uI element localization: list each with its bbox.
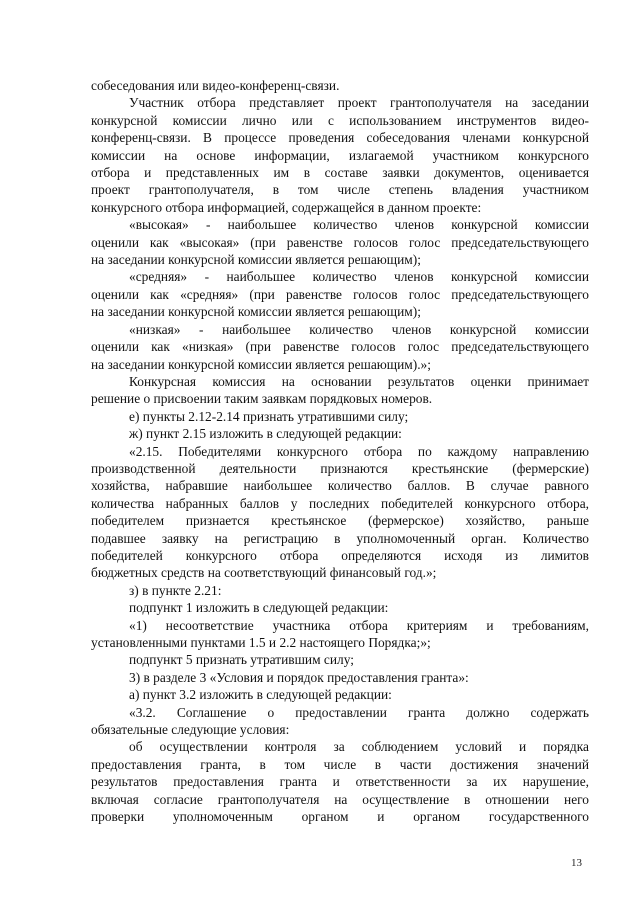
paragraph-grade-high [91,216,589,268]
text-line: «2.15. Победителями конкурсного отбора по каждому направлению [129,443,589,459]
paragraph-subitem-1 [91,599,589,616]
text-line: оценили как «средняя» (при равенстве голосов голос председательствующего [91,286,589,302]
text-line: хозяйства, набравшие наибольшее количество баллов. В случае равного [91,478,589,494]
text-line: «низкая» - наибольшее количество членов конкурсной комиссии [129,321,589,337]
paragraph-subitem-5 [91,651,589,668]
text-line: отбора и представленных им в составе заявки документов, оценивается [91,165,589,181]
paragraph-item-z [91,582,589,599]
text-line: з) в пункте 2.21: [129,582,222,598]
text-line: 3) в разделе 3 «Условия и порядок предоставления гранта»: [129,669,469,685]
text-line: на заседании конкурсной комиссии является решающим); [91,252,421,268]
text-line: установленными пунктами 1.5 и 2.2 настоящего Порядка;»; [91,635,431,650]
paragraph-interview-end [91,77,589,94]
text-line: решение о присвоении таким заявкам порядковых номеров. [91,391,433,407]
text-line: подавшее заявку на регистрацию в уполномоченный орган. Количество [91,530,589,546]
paragraph-item-a [91,686,589,703]
paragraph-project-presentation [91,94,589,216]
text-line: победителей конкурсного отбора определяются исходя из лимитов [91,547,589,563]
text-line: «3.2. Соглашение о предоставлении гранта должно содержать [129,704,589,720]
paragraph-commission-decision [91,373,589,408]
text-line: обязательные следующие условия: [91,722,290,738]
paragraph-control-conditions [91,738,589,825]
text-line: проверки уполномоченным органом и органом государственного [91,809,589,825]
paragraph-grade-medium [91,268,589,320]
paragraph-section-3 [91,669,589,686]
text-line: оценили как «высокая» (при равенстве голосов голос председательствующего [91,234,589,250]
text-line: оценили как «низкая» (при равенстве голосов голос председательствующего [91,339,589,355]
text-line: производственной деятельности признаются крестьянские (фермерские) [91,460,589,476]
text-line: Участник отбора представляет проект грантополучателя на заседании [129,95,589,111]
text-line: включая согласие грантополучателя на осуществление в отношении него [91,791,589,807]
paragraph-clause-2-15 [91,443,589,582]
text-line: на заседании конкурсной комиссии является решающим).»; [91,356,431,372]
text-line: конкурсной комиссии лично или с использованием инструментов видео- [91,112,589,128]
text-line: предоставления гранта, в том числе в части достижения значений [91,756,589,772]
text-line: подпункт 1 изложить в следующей редакции: [129,600,389,616]
text-line: ж) пункт 2.15 изложить в следующей редакции: [129,426,402,442]
paragraph-item-zh [91,425,589,442]
text-line: на заседании конкурсной комиссии является решающим); [91,304,421,320]
paragraph-grade-low [91,321,589,373]
text-line: а) пункт 3.2 изложить в следующей редакции: [129,687,392,703]
text-line: «1) несоответствие участника отбора критериям и требованиям, [129,617,589,633]
text-line: конференц-связи. В процессе проведения собеседования членами конкурсной [91,130,589,146]
paragraph-item-e [91,408,589,425]
paragraph-subitem-1-text [91,617,589,652]
document-body [91,77,589,825]
text-line: е) пункты 2.12-2.14 признать утратившими силу; [129,408,409,424]
text-line: подпункт 5 признать утратившим силу; [129,652,354,668]
text-line: количества набранных баллов у последних победителей конкурсного отбора, [91,495,589,511]
text-line: об осуществлении контроля за соблюдением условий и порядка [129,739,589,755]
text-line: проект грантополучателя, в том числе степень владения участником [91,182,589,198]
text-line: бюджетных средств на соответствующий финансовый год.»; [91,565,437,581]
text-line: победителем признается крестьянское (фермерское) хозяйство, раньше [91,513,589,529]
paragraph-clause-3-2 [91,704,589,739]
text-line: «высокая» - наибольшее количество членов конкурсной комиссии [129,217,589,233]
page-number: 13 [571,857,582,869]
text-line: конкурсного отбора информацией, содержащейся в данном проекте: [91,199,482,215]
text-line: Конкурсная комиссия на основании результатов оценки принимает [129,373,589,389]
text-line: «средняя» - наибольшее количество членов конкурсной комиссии [129,269,589,285]
text-line: комиссии на основе информации, излагаемой участником конкурсного [91,147,589,163]
text-line: собеседования или видео-конференц-связи. [91,78,340,93]
text-line: результатов предоставления гранта и ответственности за их нарушение, [91,774,589,790]
